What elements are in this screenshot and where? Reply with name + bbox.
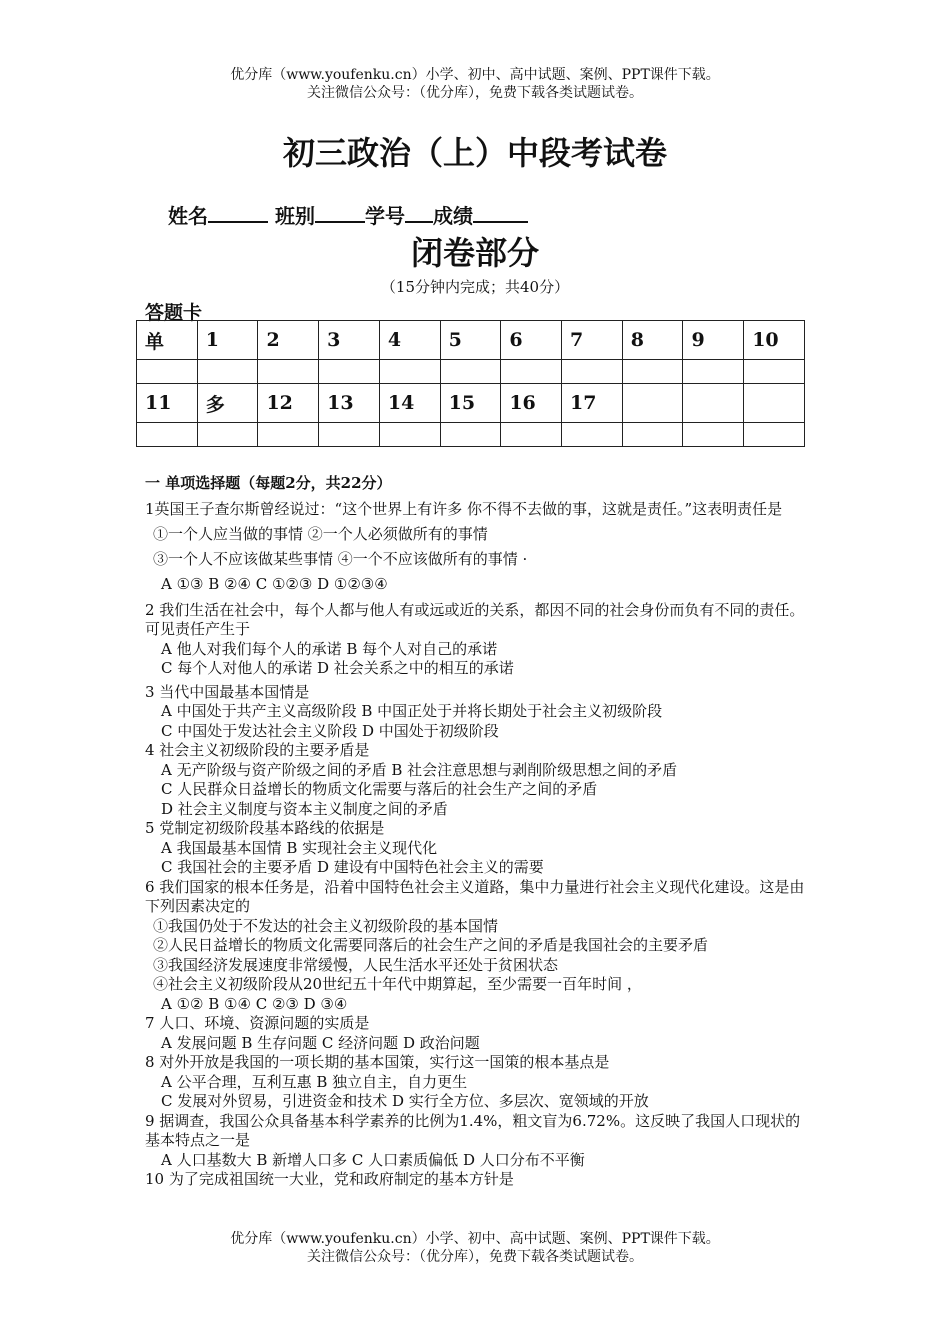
card-cell: 6 <box>501 321 562 360</box>
q7-stem: 7 人口、环境、资源问题的实质是 <box>145 1014 370 1032</box>
q5-stem: 5 党制定初级阶段基本路线的依据是 <box>145 819 385 837</box>
section-title: 闭卷部分 <box>410 234 539 272</box>
header-banner-line1: 优分库（www.youfenku.cn）小学、初中、高中试题、案例、PPT课件下载。 <box>230 67 720 83</box>
q1-choices: A ①③ B ②④ C ①②③ D ①②③④ <box>161 574 388 593</box>
answer-cell[interactable] <box>501 360 562 384</box>
q8-choices-cd: C 发展对外贸易，引进资金和技术 D 实行全方位、多层次、宽领域的开放 <box>161 1092 649 1110</box>
footer-banner <box>0 1230 950 1266</box>
q4-choice-d: D 社会主义制度与资本主义制度之间的矛盾 <box>161 799 448 818</box>
class-blank <box>315 203 365 223</box>
answer-cell[interactable] <box>379 423 440 447</box>
q1-option-line: ①一个人应当做的事情 ②一个人必须做所有的事情 <box>153 524 488 543</box>
card-cell: 多 <box>197 384 258 423</box>
card-cell <box>683 384 744 423</box>
number-label: 学号 <box>364 204 405 228</box>
card-cell: 15 <box>440 384 501 423</box>
q6-stem: 6 我们国家的根本任务是，沿着中国特色社会主义道路，集中力量进行社会主义现代化建设。这是由下列因素决定的 <box>145 877 805 915</box>
q2-choices-ab: A 他人对我们每个人的承诺 B 每个人对自己的承诺 <box>161 639 498 658</box>
question-list <box>145 474 815 1190</box>
student-info-line <box>168 200 528 229</box>
answer-cell[interactable] <box>562 423 623 447</box>
answer-card-answer-row-2 <box>137 423 805 447</box>
q6-choices: A ①② B ①④ C ②③ D ③④ <box>161 994 348 1013</box>
card-cell: 12 <box>258 384 319 423</box>
answer-cell[interactable] <box>440 423 501 447</box>
answer-cell[interactable] <box>744 360 805 384</box>
q8-stem: 8 对外开放是我国的一项长期的基本国策，实行这一国策的根本基点是 <box>145 1053 610 1071</box>
q3-choices-cd: C 中国处于发达社会主义阶段 D 中国处于初级阶段 <box>161 721 499 740</box>
answer-cell[interactable] <box>197 360 258 384</box>
q4-choice-c: C 人民群众日益增长的物质文化需要与落后的社会生产之间的矛盾 <box>161 780 598 798</box>
q5-choices-cd: C 我国社会的主要矛盾 D 建设有中国特色社会主义的需要 <box>161 858 544 876</box>
q4-stem: 4 社会主义初级阶段的主要矛盾是 <box>145 741 370 759</box>
answer-cell[interactable] <box>197 423 258 447</box>
card-cell: 16 <box>501 384 562 423</box>
card-cell: 9 <box>683 321 744 360</box>
answer-cell[interactable] <box>440 360 501 384</box>
q2-stem: 2 我们生活在社会中，每个人都与他人有或远或近的关系，都因不同的社会身份而负有不同的责任。可见责任产生于 <box>145 600 805 638</box>
card-cell: 13 <box>319 384 380 423</box>
card-cell: 2 <box>258 321 319 360</box>
answer-card-label: 答题卡 <box>145 302 203 324</box>
card-cell: 17 <box>562 384 623 423</box>
time-note: （15分钟内完成；共40分） <box>380 278 570 296</box>
q6-option-3: ③我国经济发展速度非常缓慢，人民生活水平还处于贫困状态 <box>153 955 559 974</box>
card-cell: 3 <box>319 321 380 360</box>
card-cell: 14 <box>379 384 440 423</box>
answer-cell[interactable] <box>258 423 319 447</box>
card-cell: 单 <box>137 321 198 360</box>
q8-choices-ab: A 公平合理，互利互惠 B 独立自主，自力更生 <box>161 1072 468 1091</box>
answer-card-answer-row-1 <box>137 360 805 384</box>
answer-card-table <box>136 320 805 447</box>
card-cell <box>622 384 683 423</box>
header-banner <box>0 66 950 102</box>
answer-cell[interactable] <box>683 423 744 447</box>
answer-cell[interactable] <box>501 423 562 447</box>
q3-stem: 3 当代中国最基本国情是 <box>145 682 310 701</box>
class-label: 班别 <box>274 204 315 228</box>
card-cell: 1 <box>197 321 258 360</box>
answer-cell[interactable] <box>137 423 198 447</box>
score-label: 成绩 <box>432 204 473 228</box>
card-cell: 7 <box>562 321 623 360</box>
q7-choices: A 发展问题 B 生存问题 C 经济问题 D 政治问题 <box>161 1033 480 1052</box>
name-label: 姓名 <box>168 204 208 228</box>
q6-option-2: ②人民日益增长的物质文化需要同落后的社会生产之间的矛盾是我国社会的主要矛盾 <box>153 936 709 954</box>
q1-option-line: ③一个人不应该做某些事情 ④一个不应该做所有的事情 · <box>153 549 528 568</box>
answer-cell[interactable] <box>379 360 440 384</box>
card-cell: 4 <box>379 321 440 360</box>
q4-choices-ab: A 无产阶级与资产阶级之间的矛盾 B 社会注意思想与剥削阶级思想之间的矛盾 <box>161 760 678 779</box>
q3-choices-ab: A 中国处于共产主义高级阶段 B 中国正处于并将长期处于社会主义初级阶段 <box>161 702 663 720</box>
answer-cell[interactable] <box>622 360 683 384</box>
footer-banner-line1: 优分库（www.youfenku.cn）小学、初中、高中试题、案例、PPT课件下载。 <box>230 1231 720 1247</box>
answer-cell[interactable] <box>258 360 319 384</box>
q9-stem: 9 据调查，我国公众具备基本科学素养的比例为1.4%，粗文盲为6.72%。这反映了我国人口现状的基本特点之一是 <box>145 1111 801 1149</box>
score-blank <box>473 203 528 223</box>
q6-option-1: ①我国仍处于不发达的社会主义初级阶段的基本国情 <box>153 916 499 935</box>
answer-cell[interactable] <box>622 423 683 447</box>
answer-card-header-row-2 <box>137 384 805 423</box>
answer-card-header-row-1 <box>137 321 805 360</box>
name-blank <box>208 203 268 223</box>
section-heading: 一 单项选择题（每题2分，共22分） <box>145 474 392 492</box>
answer-cell[interactable] <box>744 423 805 447</box>
card-cell: 10 <box>744 321 805 360</box>
q1-stem: 1英国王子查尔斯曾经说过：“这个世界上有许多 你不得不去做的事，这就是责任。”这表明责任是 <box>145 499 783 518</box>
q5-choices-ab: A 我国最基本国情 B 实现社会主义现代化 <box>161 838 438 857</box>
q9-choices: A 人口基数大 B 新增人口多 C 人口素质偏低 D 人口分布不平衡 <box>161 1150 585 1169</box>
card-cell: 5 <box>440 321 501 360</box>
answer-cell[interactable] <box>562 360 623 384</box>
answer-cell[interactable] <box>319 423 380 447</box>
answer-cell[interactable] <box>683 360 744 384</box>
q2-choices-cd: C 每个人对他人的承诺 D 社会关系之中的相互的承诺 <box>161 659 514 677</box>
answer-cell[interactable] <box>137 360 198 384</box>
header-banner-line2: 关注微信公众号：（优分库），免费下载各类试题试卷。 <box>307 85 643 101</box>
number-blank <box>405 203 433 223</box>
exam-title: 初三政治（上）中段考试卷 <box>282 134 667 172</box>
answer-cell[interactable] <box>319 360 380 384</box>
card-cell: 11 <box>137 384 198 423</box>
q10-stem: 10 为了完成祖国统一大业，党和政府制定的基本方针是 <box>145 1170 514 1188</box>
footer-banner-line2: 关注微信公众号：（优分库），免费下载各类试题试卷。 <box>307 1249 643 1265</box>
card-cell <box>744 384 805 423</box>
card-cell: 8 <box>622 321 683 360</box>
q6-option-4: ④社会主义初级阶段从20世纪五十年代中期算起，至少需要一百年时间 ， <box>153 975 642 993</box>
